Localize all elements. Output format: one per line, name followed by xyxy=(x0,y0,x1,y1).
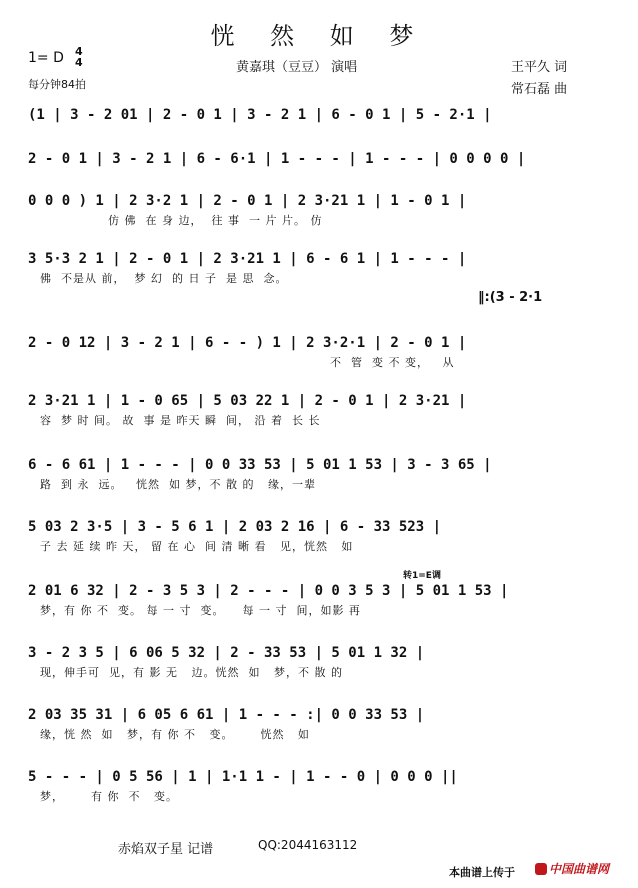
composer: 常石磊 曲 xyxy=(511,82,568,97)
lyrics: 仿 佛 在 身 边， 往 事 一 片 片。 仿 xyxy=(108,214,323,227)
score-row xyxy=(0,582,638,644)
score-row xyxy=(0,392,638,454)
transcriber-credit: 赤焰双子星 记谱 xyxy=(118,842,214,857)
time-signature xyxy=(75,46,83,68)
lyrics: 不 管 变 不 变， 从 xyxy=(330,356,455,369)
notes: 2 3·21 1 | 1 - 0 65 | 5 03 22 1 | 2 - 0 1 | 2 3·21 | xyxy=(28,393,467,409)
score-row xyxy=(0,518,638,580)
notes: 6 - 6 61 | 1 - - - | 0 0 33 53 | 5 01 1 53 | 3 - 3 65 | xyxy=(28,457,492,473)
notes: (1 | 3 - 2 01 | 2 - 0 1 | 3 - 2 1 | 6 - 0 1 | 5 - 2·1 | xyxy=(28,107,492,123)
score-row xyxy=(0,250,638,312)
logo-mark-icon xyxy=(535,863,547,875)
score-row xyxy=(0,192,638,254)
key-signature: 1= D xyxy=(28,50,64,66)
lyrics: 容 梦 时 间。 故 事 是 昨天 瞬 间， 沿 着 长 长 xyxy=(40,414,321,427)
score-row xyxy=(0,456,638,518)
notes: 3 5·3 2 1 | 2 - 0 1 | 2 3·21 1 | 6 - 6 1 | 1 - - - | xyxy=(28,251,467,267)
song-title: 恍 然 如 梦 xyxy=(210,22,428,50)
time-bottom: 4 xyxy=(75,56,83,69)
lyrics: 缘，恍 然 如 梦，有 你 不 变。 恍然 如 xyxy=(40,728,310,741)
score-row xyxy=(0,334,638,396)
lyrics: 梦，有 你 不 变。 每 一 寸 变。 每 一 寸 间，如影 再 xyxy=(40,604,361,617)
notes: 2 03 35 31 | 6 05 6 61 | 1 - - - :| 0 0 33 53 | xyxy=(28,707,425,723)
notes: 5 - - - | 0 5 56 | 1 | 1·1 1 - | 1 - - 0 | 0 0 0 || xyxy=(28,769,458,785)
lyrics: 梦， 有 你 不 变。 xyxy=(40,790,178,803)
lyrics: 佛 不是从 前， 梦 幻 的 日 子 是 思 念。 xyxy=(40,272,288,285)
upload-note: 本曲谱上传于 xyxy=(449,866,515,879)
tempo: 每分钟84拍 xyxy=(28,78,86,91)
score-row xyxy=(0,644,638,706)
qq-contact: QQ:2044163112 xyxy=(258,838,358,852)
notes: 2 - 0 12 | 3 - 2 1 | 6 - - ) 1 | 2 3·2·1 | 2 - 0 1 | xyxy=(28,335,467,351)
notes: 3 - 2 3 5 | 6 06 5 32 | 2 - 33 53 | 5 01 1 32 | xyxy=(28,645,425,661)
score-row xyxy=(0,768,638,830)
notes: 5 03 2 3·5 | 3 - 5 6 1 | 2 03 2 16 | 6 - 33 523 | xyxy=(28,519,442,535)
notes: 2 - 0 1 | 3 - 2 1 | 6 - 6·1 | 1 - - - | 1 - - - | 0 0 0 0 | xyxy=(28,151,526,167)
site-logo[interactable] xyxy=(535,860,609,877)
lyrics: 子 去 延 续 昨 天， 留 在 心 间 清 晰 看 见，恍然 如 xyxy=(40,540,354,553)
time-top: 4 xyxy=(75,45,83,58)
notes: 0 0 0 ) 1 | 2 3·2 1 | 2 - 0 1 | 2 3·21 1 | 1 - 0 1 | xyxy=(28,193,467,209)
singer: 黄嘉琪（豆豆） 演唱 xyxy=(236,60,358,75)
logo-text: 中国曲谱网 xyxy=(549,862,610,876)
score-row xyxy=(0,706,638,768)
repeat-start: ‖:(3 - 2·1 xyxy=(478,290,543,305)
lyrics: 现，伸手可 见，有 影 无 边。恍然 如 梦，不 散 的 xyxy=(40,666,343,679)
lyrics: 路 到 永 远。 恍然 如 梦，不 散 的 缘，一辈 xyxy=(40,478,316,491)
volta-label: 转1=E调 xyxy=(403,571,441,581)
lyricist: 王平久 词 xyxy=(511,60,568,75)
notes: 2 01 6 32 | 2 - 3 5 3 | 2 - - - | 0 0 3 5 3 | 5 01 1 53 | xyxy=(28,583,509,599)
